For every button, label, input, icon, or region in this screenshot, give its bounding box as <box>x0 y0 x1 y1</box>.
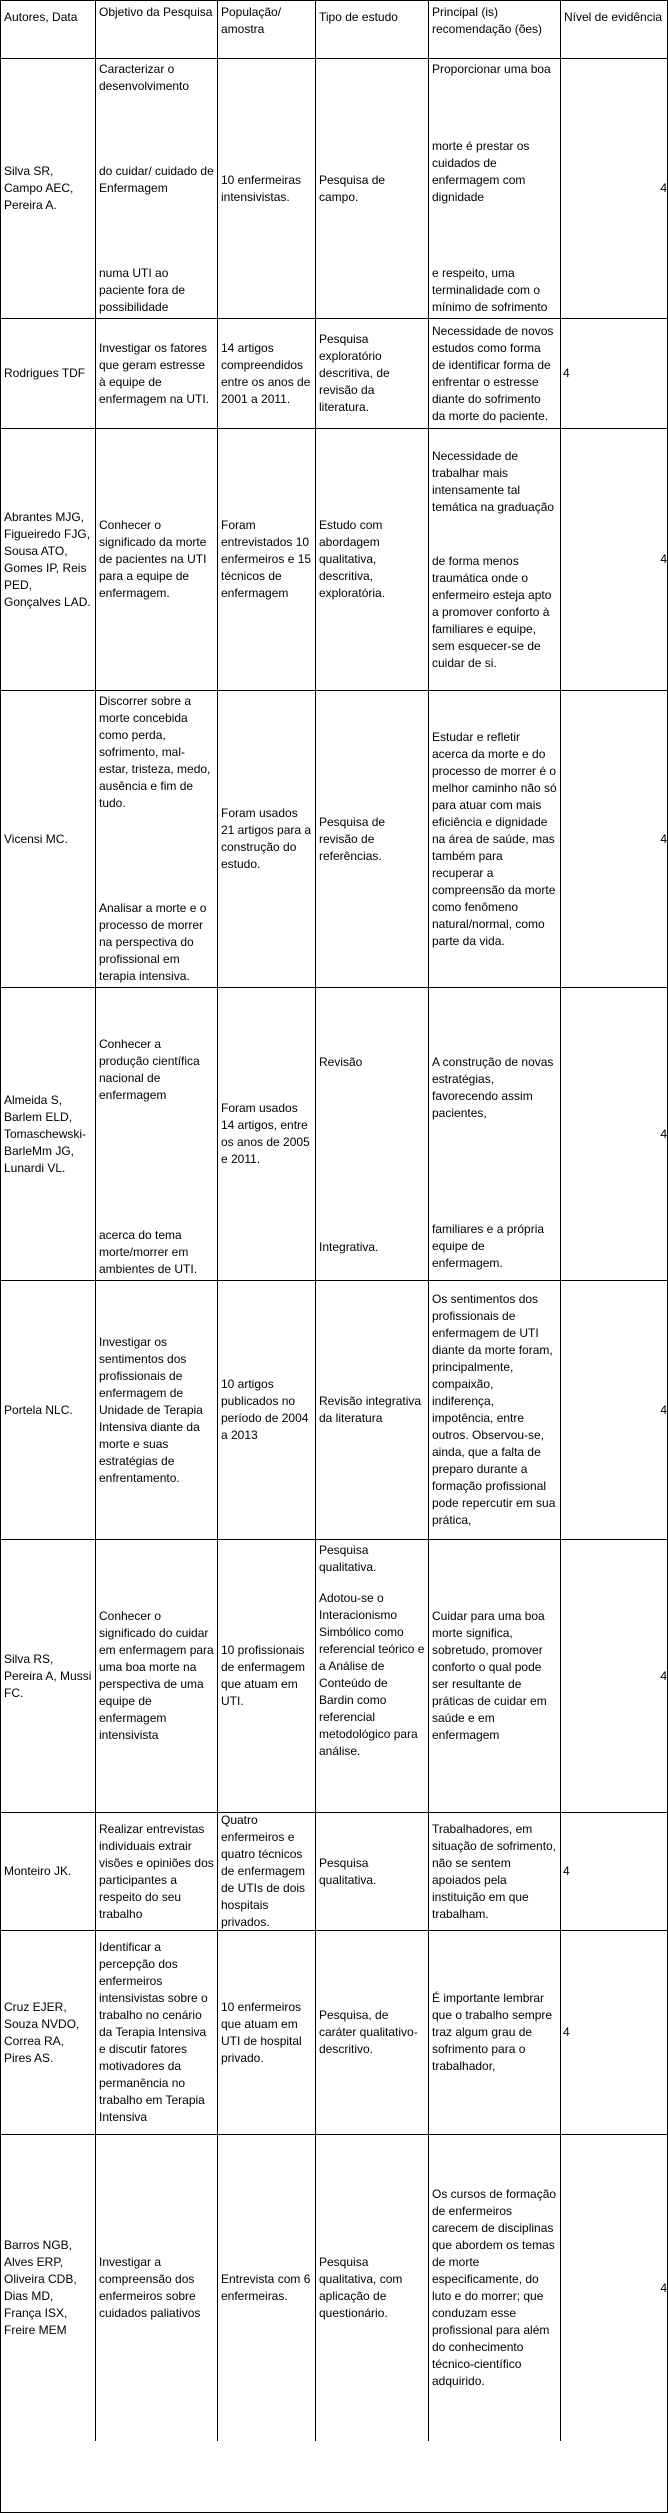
cell-recomendacao: Necessidade de trabalhar mais intensamente tal temática na graduação de forma menos traumática onde o enfermeiro esteja apto a promover conforto à familiares e equipe, sem esquecer-se de cuidar de si. <box>429 429 561 691</box>
cell-autores: Silva SR, Campo AEC, Pereira A. <box>1 59 96 319</box>
cell-recomendacao: Proporcionar uma boa morte é prestar os cuidados de enfermagem com dignidade e respeito, uma terminalidade com o mínimo de sofrimento <box>429 59 561 319</box>
cell-nivel: 4 <box>561 1540 668 1813</box>
cell-recomendacao: Necessidade de novos estudos como forma de identificar forma de enfrentar o estresse diante do sofrimento da morte do paciente. <box>429 319 561 429</box>
cell-tipo: Estudo com abordagem qualitativa, descritiva, exploratória. <box>316 429 429 691</box>
cell-nivel: 4 <box>561 691 668 988</box>
cell-populacao: 10 enfermeiras intensivistas. <box>218 59 316 319</box>
cell-populacao: 14 artigos compreendidos entre os anos de 2001 a 2011. <box>218 319 316 429</box>
cell-nivel: 4 <box>660 2280 667 2295</box>
cell-nivel: 4 <box>561 59 668 319</box>
cell-tipo: Pesquisa qualitativa. Adotou-se o Interacionismo Simbólico como referencial teórico e a Análise de Conteúdo de Bardin como referencial metodológico para análise. <box>316 1540 429 1813</box>
cell-populacao: Entrevista com 6 enfermeiras. <box>218 2135 316 2441</box>
cell-populacao: 10 profissionais de enfermagem que atuam em UTI. <box>218 1540 316 1813</box>
cell-autores: Abrantes MJG, Figueiredo FJG, Sousa ATO, Gomes IP, Reis PED, Gonçalves LAD. <box>1 429 96 691</box>
cell-nivel: 4 <box>561 1813 668 1931</box>
cell-tipo: Pesquisa qualitativa, com aplicação de questionário. <box>316 2135 429 2441</box>
cell-objetivo: Conhecer o significado da morte de pacientes na UTI para a equipe de enfermagem. <box>96 429 218 691</box>
cell-autores: Monteiro JK. <box>1 1813 96 1931</box>
cell-populacao: 10 artigos publicados no período de 2004 a 2013 <box>218 1281 316 1540</box>
cell-autores: Cruz EJER, Souza NVDO, Correa RA, Pires AS. <box>1 1931 96 2135</box>
cell-tipo: Pesquisa qualitativa. <box>316 1813 429 1931</box>
cell-tipo: Revisão Integrativa. <box>316 988 429 1281</box>
cell-recomendacao: Os sentimentos dos profissionais de enfermagem de UTI diante da morte foram, principalmente, compaixão, indiferença, impotência, entre outros. Observou-se, ainda, que a falta de preparo durante a formação profissional pode repercutir em sua prática, <box>429 1281 561 1540</box>
cell-recomendacao: Estudar e refletir acerca da morte e do processo de morrer é o melhor caminho não só para atuar com mais eficiência e dignidade na área de saúde, mas também para recuperar a compreensão da morte como fenômeno natural/normal, como parte da vida. <box>429 691 561 988</box>
cell-nivel: 4 <box>561 1931 668 2135</box>
header-populacao: População/ amostra <box>218 1 316 59</box>
cell-tipo: Revisão integrativa da literatura <box>316 1281 429 1540</box>
cell-objetivo: Investigar a compreensão dos enfermeiros sobre cuidados paliativos <box>96 2135 218 2441</box>
cell-populacao: Foram usados 21 artigos para a construção do estudo. <box>218 691 316 988</box>
cell-nivel: 4 <box>561 1281 668 1540</box>
cell-objetivo: Conhecer a produção científica nacional de enfermagem acerca do tema morte/morrer em ambientes de UTI. <box>96 988 218 1281</box>
cell-autores: Rodrigues TDF <box>1 319 96 429</box>
cell-nivel: 4 <box>561 319 668 429</box>
cell-recomendacao: Os cursos de formação de enfermeiros carecem de disciplinas que abordem os temas de morte especificamente, do luto e do morrer; que conduzam esse profissional para além do conhecimento técnico-científico adquirido. <box>429 2135 561 2441</box>
cell-autores: Barros NGB, Alves ERP, Oliveira CDB, Dias MD, França ISX, Freire MEM <box>1 2135 96 2441</box>
cell-objetivo: Caracterizar o desenvolvimento do cuidar/ cuidado de Enfermagem numa UTI ao paciente fora de possibilidade <box>96 59 218 319</box>
cell-recomendacao: A construção de novas estratégias, favorecendo assim pacientes, familiares e a própria equipe de enfermagem. <box>429 988 561 1281</box>
cell-recomendacao: É importante lembrar que o trabalho sempre traz algum grau de sofrimento para o trabalhador, <box>429 1931 561 2135</box>
cell-tipo: Pesquisa, de caráter qualitativo-descritivo. <box>316 1931 429 2135</box>
cell-recomendacao: Trabalhadores, em situação de sofrimento, não se sentem apoiados pela instituição em que trabalham. <box>429 1813 561 1931</box>
header-recomendacao: Principal (is) recomendação (ões) <box>429 1 561 59</box>
header-autores: Autores, Data <box>1 1 96 59</box>
cell-objetivo: Investigar os sentimentos dos profissionais de enfermagem de Unidade de Terapia Intensiva diante da morte e suas estratégias de enfrentamento. <box>96 1281 218 1540</box>
cell-tipo: Pesquisa de campo. <box>316 59 429 319</box>
cell-populacao: Foram usados 14 artigos, entre os anos de 2005 e 2011. <box>218 988 316 1281</box>
cell-nivel: 4 <box>561 429 668 691</box>
cell-objetivo: Conhecer o significado do cuidar em enfermagem para uma boa morte na perspectiva de uma equipe de enfermagem intensivista <box>96 1540 218 1813</box>
cell-populacao: Quatro enfermeiros e quatro técnicos de enfermagem de UTIs de dois hospitais privados. <box>218 1813 316 1931</box>
cell-populacao: 10 enfermeiros que atuam em UTI de hospital privado. <box>218 1931 316 2135</box>
cell-nivel: 4 <box>561 988 668 1281</box>
cell-autores: Almeida S, Barlem ELD, Tomaschewski-BarleMm JG, Lunardi VL. <box>1 988 96 1281</box>
cell-tipo: Pesquisa de revisão de referências. <box>316 691 429 988</box>
cell-objetivo: Identificar a percepção dos enfermeiros intensivistas sobre o trabalho no cenário da Terapia Intensiva e discutir fatores motivadores da permanência no trabalho em Terapia Intensiva <box>96 1931 218 2135</box>
header-objetivo: Objetivo da Pesquisa <box>96 1 218 59</box>
cell-objetivo: Realizar entrevistas individuais extrair visões e opiniões dos participantes a respeito do seu trabalho <box>96 1813 218 1931</box>
header-nivel: Nível de evidência <box>561 1 668 59</box>
header-tipo: Tipo de estudo <box>316 1 429 59</box>
cell-objetivo: Discorrer sobre a morte concebida como perda, sofrimento, mal-estar, tristeza, medo, ausência e fim de tudo. Analisar a morte e o processo de morrer na perspectiva do profissional em terapia intensiva. <box>96 691 218 988</box>
cell-objetivo: Investigar os fatores que geram estresse à equipe de enfermagem na UTI. <box>96 319 218 429</box>
cell-autores: Vicensi MC. <box>1 691 96 988</box>
cell-populacao: Foram entrevistados 10 enfermeiros e 15 técnicos de enfermagem <box>218 429 316 691</box>
cell-autores: Silva RS, Pereira A, Mussi FC. <box>1 1540 96 1813</box>
cell-autores: Portela NLC. <box>1 1281 96 1540</box>
cell-tipo: Pesquisa exploratório descritiva, de revisão da literatura. <box>316 319 429 429</box>
cell-recomendacao: Cuidar para uma boa morte significa, sobretudo, promover conforto o qual pode ser resultante de práticas de cuidar em saúde e em enfermagem <box>429 1540 561 1813</box>
